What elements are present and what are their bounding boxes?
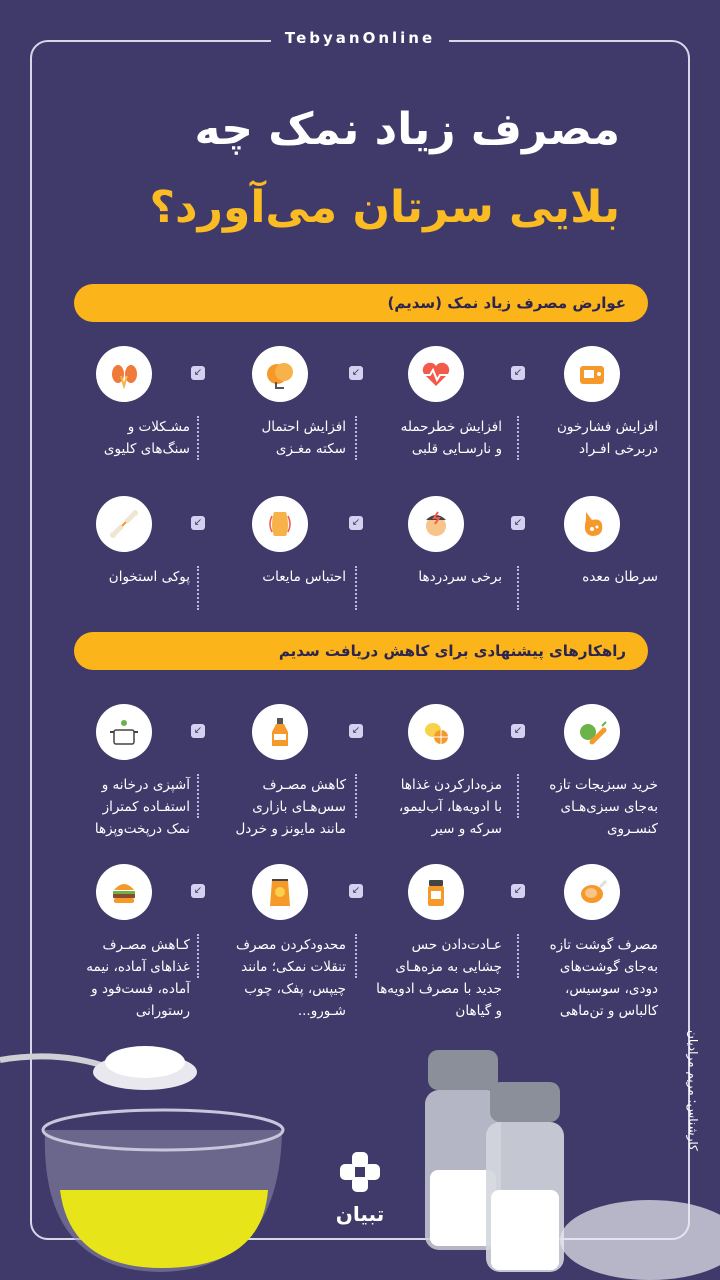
brand-header [0, 28, 720, 47]
cooking-pot-icon [104, 712, 144, 752]
effect-label: مشـکلات و سنگ‌های کلیوی [103, 419, 190, 457]
spilled-salt [560, 1200, 720, 1280]
salt-pile [105, 1046, 185, 1078]
burger-icon [104, 872, 144, 912]
solution-label: خرید سبزیجات تازه به‌جای سبزی‌هـای کنسـروی [549, 777, 658, 837]
chips-bag-icon [260, 872, 300, 912]
spice-jar-icon [416, 872, 456, 912]
dotted-divider [355, 416, 357, 460]
solution-label: مصرف گوشت تازه به‌جای گوشت‌های دودی، سوسیس، کالباس و تن‌ماهی [549, 937, 658, 1019]
effect-label: افزایش فشارخون دربرخی افـراد [556, 419, 658, 457]
arrow-marker-icon: ↙ [191, 884, 205, 898]
logo-mark-icon [338, 1150, 382, 1194]
arrow-marker-icon: ↙ [349, 724, 363, 738]
arrow-marker-icon: ↙ [349, 516, 363, 530]
dotted-divider [197, 774, 199, 818]
arrow-marker-icon: ↙ [349, 884, 363, 898]
effect-icon-circle [408, 346, 464, 402]
arrow-marker-icon: ↙ [191, 366, 205, 380]
heart-rate-icon [416, 354, 456, 394]
solution-item [54, 864, 194, 1022]
arrow-marker-icon: ↙ [191, 724, 205, 738]
title-line-2: بلایی سرتان می‌آورد؟ [149, 182, 620, 233]
effect-item [210, 346, 350, 460]
spoon-handle [0, 1056, 110, 1068]
effect-icon-circle [252, 346, 308, 402]
arrow-marker-icon: ↙ [511, 366, 525, 380]
solution-icon-circle [564, 704, 620, 760]
solution-icon-circle [96, 704, 152, 760]
effect-label: افزایش احتمال سکته مغـزی [261, 419, 346, 457]
dotted-divider [197, 566, 199, 610]
dotted-divider [197, 416, 199, 460]
solution-icon-circle [252, 704, 308, 760]
salt-illustration [0, 1000, 720, 1280]
effect-icon-circle [96, 496, 152, 552]
section-heading-solutions: راهکارهای پیشنهادی برای کاهش دریافت سدیم [74, 632, 648, 670]
solution-label: محدودکردن مصرف تنقلات نمکی؛ مانند چیپس، پفک، چوب شـورو... [235, 937, 346, 1019]
shaker-salt-2 [491, 1190, 559, 1270]
effect-item [210, 496, 350, 588]
effect-item [366, 346, 506, 460]
solution-icon-circle [408, 704, 464, 760]
dotted-divider [517, 934, 519, 978]
effect-icon-circle [564, 496, 620, 552]
solution-label: کـاهش مصـرف غذاهای آماده، نیمه آماده، فست‌فود و رستورانی [86, 937, 190, 1019]
effect-item [54, 346, 194, 460]
dotted-divider [355, 566, 357, 610]
dotted-divider [197, 934, 199, 978]
shaker-cap-2 [490, 1082, 560, 1122]
effect-item [366, 496, 506, 588]
solution-item [522, 864, 662, 1022]
effect-label: برخی سردردها [418, 569, 502, 585]
solution-icon-circle [96, 864, 152, 920]
title-line-1: مصرف زیاد نمک چه [194, 104, 620, 155]
effect-label: افزایش خطرحمله و نارسـایی قلبی [400, 419, 502, 457]
tebyan-logo [320, 1150, 400, 1226]
effect-label: سرطان معده [582, 569, 658, 585]
solution-item [54, 704, 194, 840]
solution-icon-circle [564, 864, 620, 920]
credit-text: کارشناس: مریم مرادیان [686, 1030, 700, 1151]
solution-icon-circle [408, 864, 464, 920]
effect-icon-circle [96, 346, 152, 402]
effect-item [522, 346, 662, 460]
solution-label: کاهش مصـرف سس‌هـای بازاری مانند مایونز و خردل [235, 777, 346, 837]
dotted-divider [517, 566, 519, 610]
effect-item [54, 496, 194, 588]
dotted-divider [355, 934, 357, 978]
effect-icon-circle [564, 346, 620, 402]
swollen-foot-icon [260, 504, 300, 544]
arrow-marker-icon: ↙ [511, 884, 525, 898]
solution-item [522, 704, 662, 840]
arrow-marker-icon: ↙ [191, 516, 205, 530]
arrow-marker-icon: ↙ [349, 366, 363, 380]
section-heading-effects: عوارض مصرف زیاد نمک (سدیم) [74, 284, 648, 322]
brand-text: TebyanOnline [271, 29, 449, 47]
arrow-marker-icon: ↙ [511, 724, 525, 738]
solution-label: مزه‌دارکردن غذاها با ادویه‌ها، آب‌لیمو، سرکه و سیر [398, 777, 502, 837]
brain-icon [260, 354, 300, 394]
sauce-bottle-icon [260, 712, 300, 752]
meat-icon [572, 872, 612, 912]
vegetables-icon [572, 712, 612, 752]
dotted-divider [355, 774, 357, 818]
oil-liquid [60, 1190, 268, 1268]
arrow-marker-icon: ↙ [511, 516, 525, 530]
effect-label: احتباس مایعات [262, 569, 346, 585]
solution-icon-circle [252, 864, 308, 920]
solution-label: عـادت‌دادن حس چشایی به مزه‌هـای جدید با مصرف ادویه‌ها و گیاهان [376, 937, 502, 1019]
dotted-divider [517, 416, 519, 460]
solution-item [366, 704, 506, 840]
broken-bone-icon [104, 504, 144, 544]
logo-text: تبیان [335, 1202, 385, 1226]
dotted-divider [517, 774, 519, 818]
kidneys-icon [104, 354, 144, 394]
solution-label: آشپزی درخانه و استفـاده کمتراز نمک درپخت‌وپزها [94, 777, 190, 837]
lemon-icon [416, 712, 456, 752]
effect-item [522, 496, 662, 588]
blood-pressure-monitor-icon [572, 354, 612, 394]
stomach-icon [572, 504, 612, 544]
solution-item [210, 864, 350, 1022]
solution-item [210, 704, 350, 840]
headache-icon [416, 504, 456, 544]
solution-item [366, 864, 506, 1022]
effect-icon-circle [252, 496, 308, 552]
effect-label: پوکی استخوان [108, 569, 190, 585]
shaker-cap-1 [428, 1050, 498, 1090]
effect-icon-circle [408, 496, 464, 552]
